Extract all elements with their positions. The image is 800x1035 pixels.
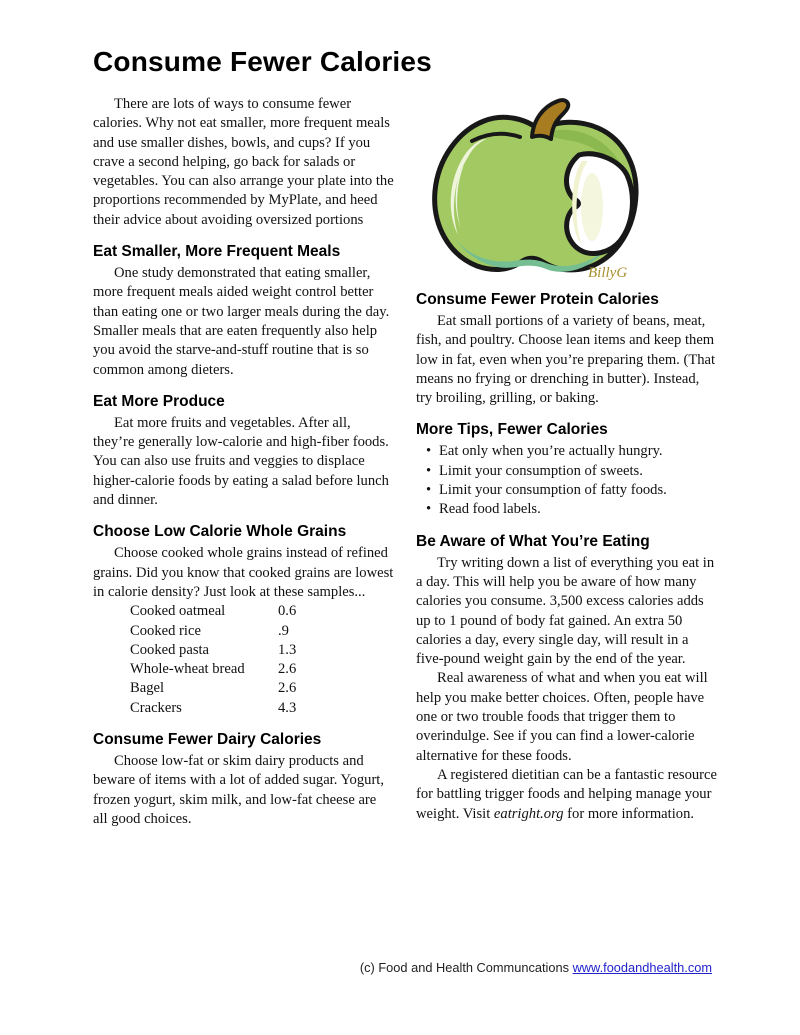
grain-item-label: Whole-wheat bread [130,661,245,678]
table-row [130,699,394,718]
list-item: • Eat only when you’re actually hungry. [416,442,717,461]
list-item: • Read food labels. [416,500,717,519]
two-column-layout [93,90,717,829]
paragraph-protein-calories: Eat small portions of a variety of beans, meat, fish, and poultry. Choose lean items and keep them low in fat, even when you’re preparing them. (That means no frying or drenching in butter). Instead, try broiling, grilling, or baking. [416,313,716,407]
apple-illustration [422,95,662,285]
table-row [130,622,394,641]
table-row [130,602,394,621]
heading-protein-calories: Consume Fewer Protein Calories [416,291,659,308]
list-item: • Limit your consumption of sweets. [416,462,717,481]
paragraph-eat-more-produce: Eat more fruits and vegetables. After all, they’re generally low-calorie and high-fiber foods. You can also use fruits and veggies to displace higher-calorie foods by eating a salad before lunch and dinner. [93,414,389,509]
grain-item-value: 2.6 [278,680,297,697]
grain-item-value: .9 [278,622,289,639]
grain-item-value: 0.6 [278,603,297,620]
grain-item-value: 1.3 [278,641,297,658]
grain-item-label: Bagel [130,680,165,697]
table-row [130,641,394,660]
grain-item-value: 4.3 [278,699,297,716]
heading-eat-smaller: Eat Smaller, More Frequent Meals [93,243,341,261]
paragraph-whole-grains: Choose cooked whole grains instead of refined grains. Did you know that cooked grains are lowest in calorie density? Just look at these samples... [93,545,394,600]
left-column [93,90,394,829]
intro-paragraph: There are lots of ways to consume fewer calories. Why not eat smaller, more frequent meals and use smaller dishes, bowls, and cups? If you crave a second helping, go back for salads or vegetables. You can also arrange your plate into the proportions recommended by MyPlate, and heed their advice about avoiding oversized portions [93,96,394,228]
page-title: Consume Fewer Calories [93,46,432,77]
grain-item-value: 2.6 [278,661,297,678]
paragraph-be-aware-3 [416,766,717,824]
apple-with-bite-icon [422,95,662,285]
right-column [416,90,717,829]
heading-eat-more-produce: Eat More Produce [93,392,225,410]
grain-density-table [130,602,394,718]
artist-signature: BillyG [588,265,628,281]
heading-be-aware: Be Aware of What You’re Eating [416,532,650,550]
grain-item-label: Cooked pasta [130,641,210,658]
paragraph-be-aware-1: Try writing down a list of everything you eat in a day. This will help you be aware of how many calories you consume. 3,500 excess calories adds up to 1 pound of body fat gained. An extra 50 calories a day, every single day, will result in a five-pound weight gain by the end of the year. [416,554,715,668]
list-item: • Limit your consumption of fatty foods. [416,481,717,500]
table-row [130,660,394,679]
heading-more-tips: More Tips, Fewer Calories [416,421,608,439]
grain-item-label: Crackers [130,699,182,716]
eatright-reference: eatright.org [493,805,564,822]
paragraph-dairy-calories: Choose low-fat or skim dairy products and beware of items with a lot of added sugar. Yogurt, frozen yogurt, skim milk, and low-fat cheese are all good choices. [93,753,385,827]
tips-list [416,442,717,519]
grain-item-label: Cooked oatmeal [130,603,226,620]
paragraph-be-aware-2: Real awareness of what and when you eat will help you make better choices. Often, people have one or two trouble foods that trigger them to overindulge. See if you can find a lower-calorie alternative for these foods. [416,670,708,764]
grain-item-label: Cooked rice [130,622,201,639]
footer-link[interactable]: www.foodandhealth.com [572,960,712,975]
heading-whole-grains: Choose Low Calorie Whole Grains [93,523,347,541]
table-row [130,679,394,698]
copyright-text: (c) Food and Health Communcations [359,960,573,975]
dietitian-text: A registered dietitian can be a fantastic resource for battling trigger foods and helping manage your weight. Visit [416,766,717,822]
dietitian-text-end: for more information. [563,805,695,822]
paragraph-eat-smaller: One study demonstrated that eating smaller, more frequent meals aided weight control better than eating one or two larger meals during the day. Smaller meals that are eaten frequently also help you avoid the starve-and-stuff routine that is so common among dieters. [93,265,390,378]
footer [360,960,712,975]
heading-dairy-calories: Consume Fewer Dairy Calories [93,731,322,749]
